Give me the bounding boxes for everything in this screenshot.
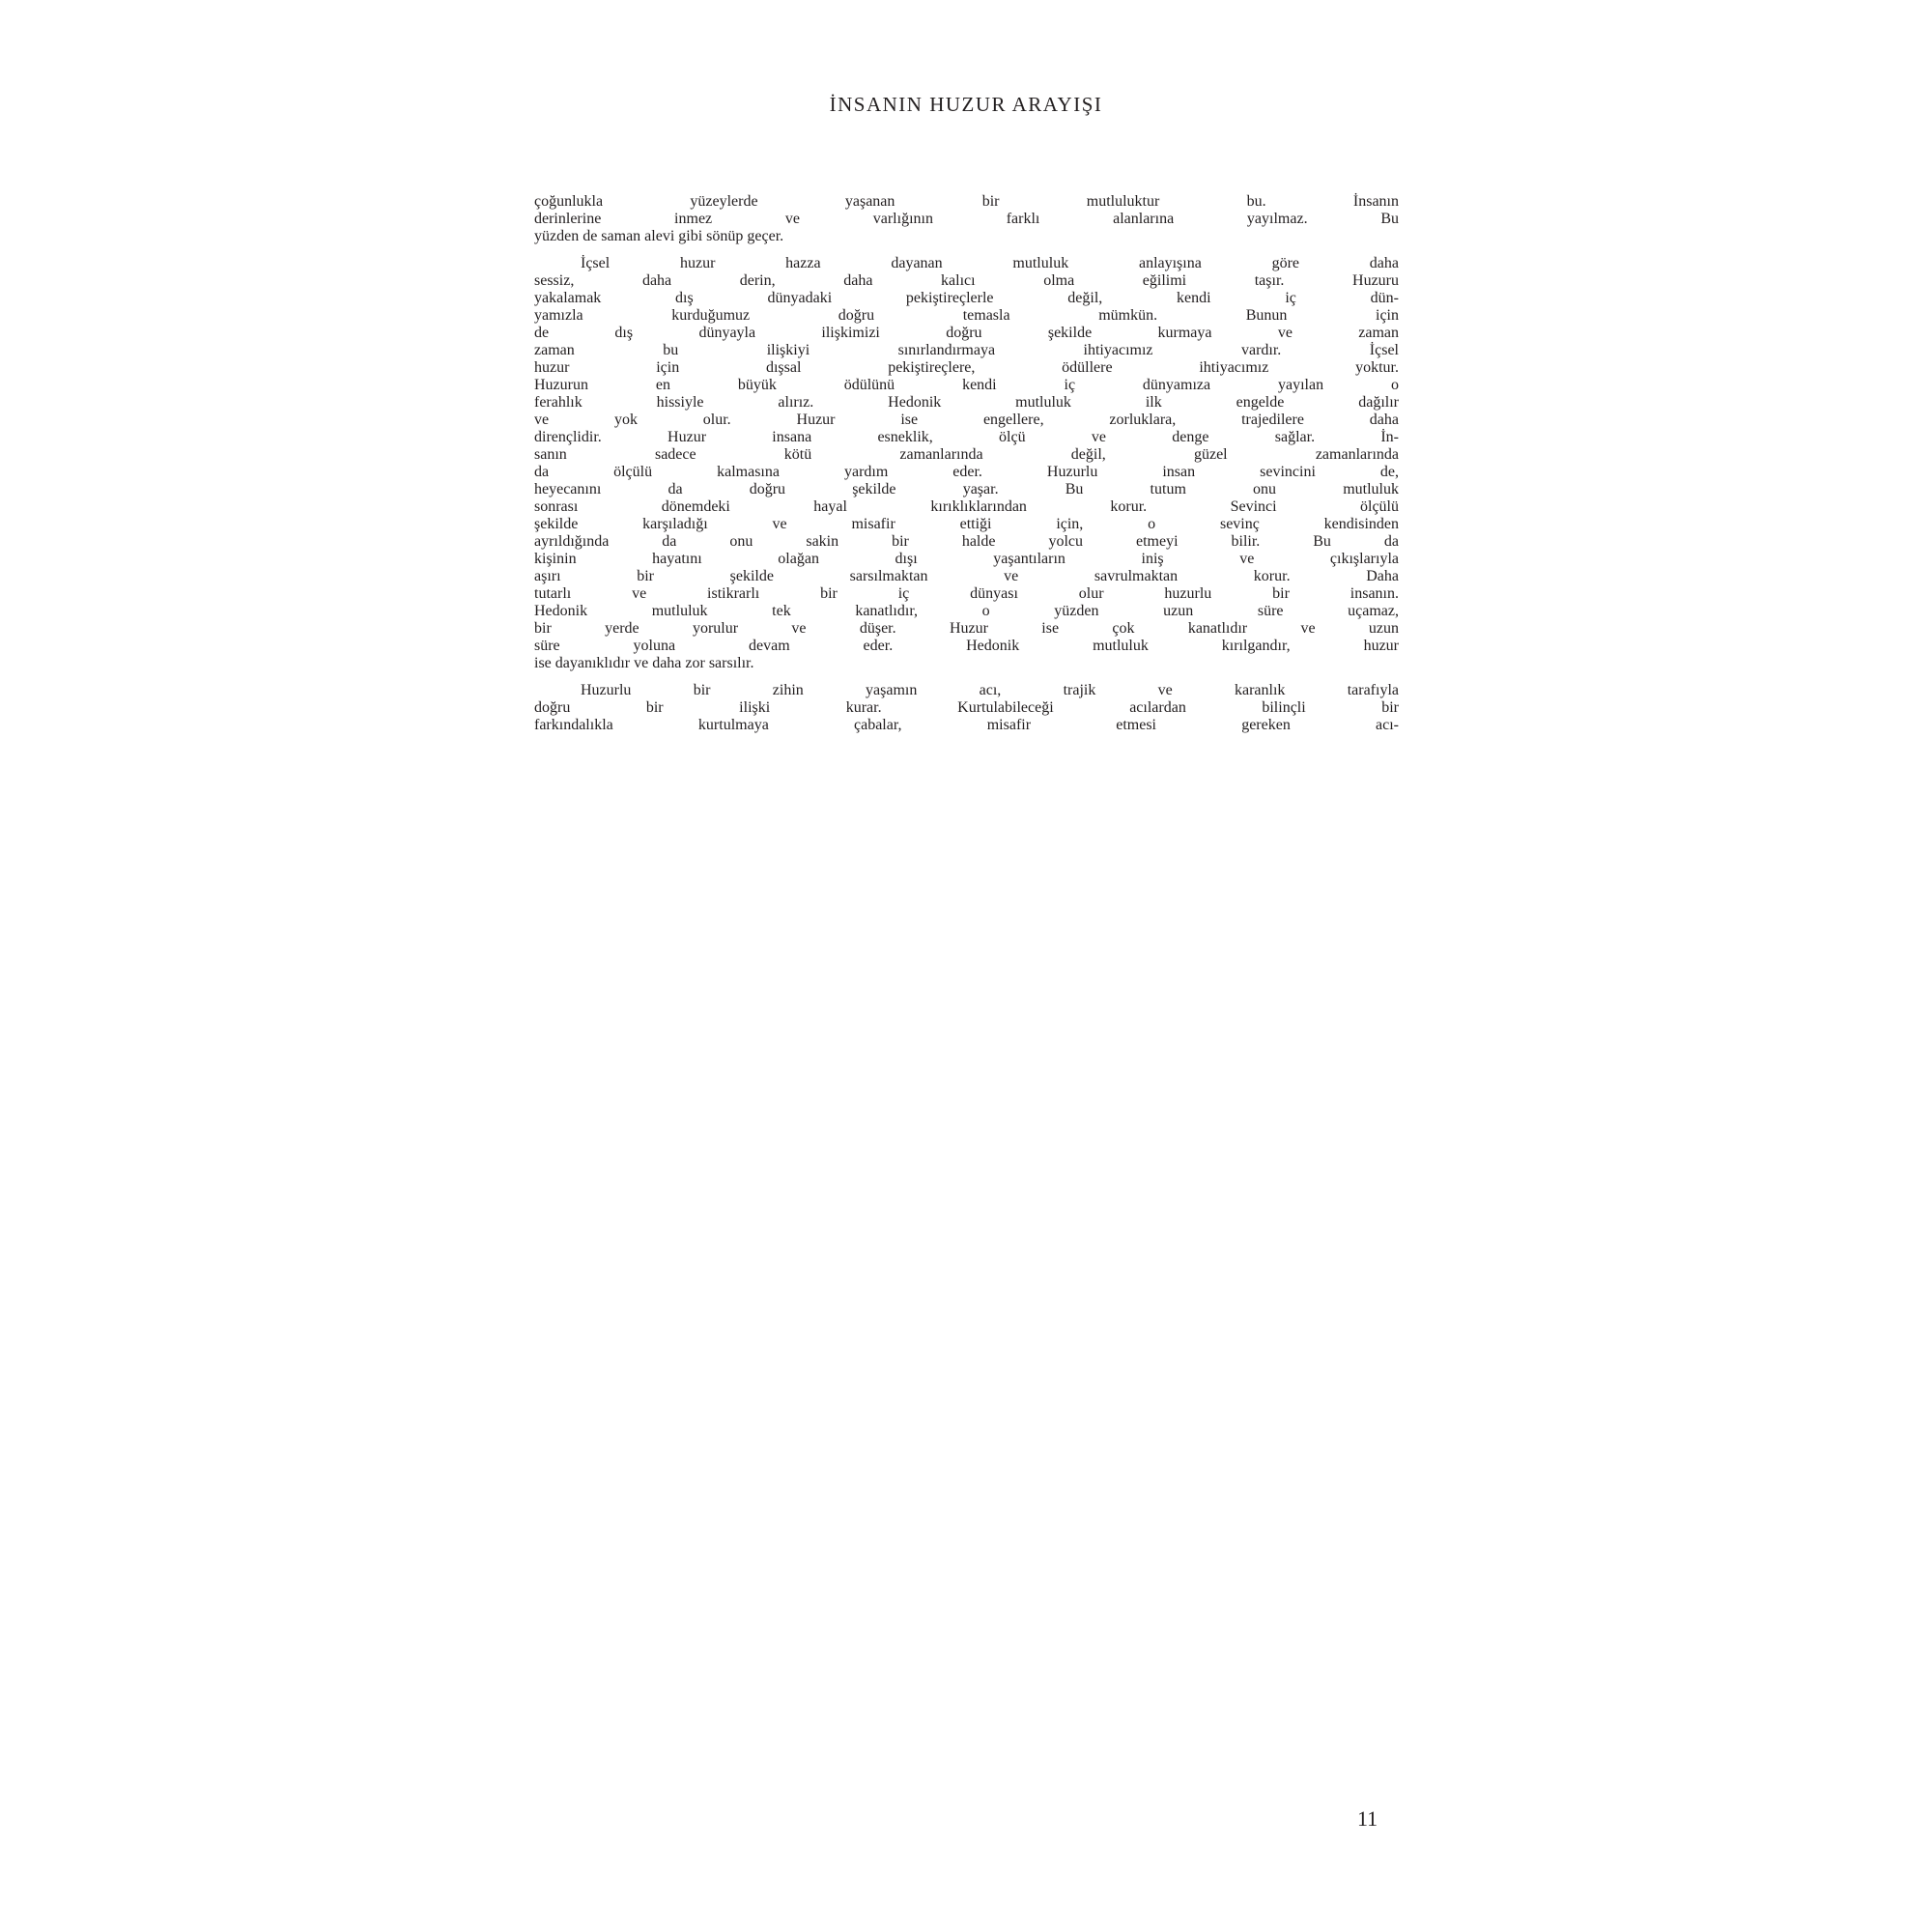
text-line: farkındalıkla kurtulmaya çabalar, misafir etmesi gereken acı- — [534, 717, 1399, 733]
paragraph-1 — [534, 193, 1399, 245]
paragraph-2 — [534, 255, 1399, 672]
text-line: yamızla kurduğumuz doğru temasla mümkün. Bunun için — [534, 307, 1399, 324]
running-header: İNSANIN HUZUR ARAYIŞI — [829, 93, 1103, 116]
text-line: Hedonik mutluluk tek kanatlıdır, o yüzden uzun süre uçamaz, — [534, 603, 1399, 619]
text-line: aşırı bir şekilde sarsılmaktan ve savrulmaktan korur. Daha — [534, 568, 1399, 584]
body-text — [534, 193, 1399, 734]
text-line: sanın sadece kötü zamanlarında değil, güzel zamanlarında — [534, 446, 1399, 463]
text-line: dirençlidir. Huzur insana esneklik, ölçü ve denge sağlar. İn- — [534, 429, 1399, 445]
text-line: bir yerde yorulur ve düşer. Huzur ise çok kanatlıdır ve uzun — [534, 620, 1399, 637]
text-line: İçsel huzur hazza dayanan mutluluk anlayışına göre daha — [581, 255, 1399, 271]
text-line: kişinin hayatını olağan dışı yaşantıların iniş ve çıkışlarıyla — [534, 551, 1399, 567]
text-line: yüzden de saman alevi gibi sönüp geçer. — [534, 228, 784, 244]
page-number: 11 — [1357, 1806, 1378, 1831]
text-line: sessiz, daha derin, daha kalıcı olma eğilimi taşır. Huzuru — [534, 272, 1399, 289]
text-line: süre yoluna devam eder. Hedonik mutluluk kırılgandır, huzur — [534, 638, 1399, 654]
text-line: heyecanını da doğru şekilde yaşar. Bu tutum onu mutluluk — [534, 481, 1399, 497]
text-line: Huzurlu bir zihin yaşamın acı, trajik ve karanlık tarafıyla — [581, 682, 1399, 698]
text-line: derinlerine inmez ve varlığının farklı alanlarına yayılmaz. Bu — [534, 211, 1399, 227]
text-line: ayrıldığında da onu sakin bir halde yolcu etmeyi bilir. Bu da — [534, 533, 1399, 550]
text-line: şekilde karşıladığı ve misafir ettiği için, o sevinç kendisinden — [534, 516, 1399, 532]
text-line: da ölçülü kalmasına yardım eder. Huzurlu insan sevincini de, — [534, 464, 1399, 480]
text-line: çoğunlukla yüzeylerde yaşanan bir mutluluktur bu. İnsanın — [534, 193, 1399, 210]
text-line: tutarlı ve istikrarlı bir iç dünyası olur huzurlu bir insanın. — [534, 585, 1399, 602]
text-line: huzur için dışsal pekiştireçlere, ödüllere ihtiyacımız yoktur. — [534, 359, 1399, 376]
text-line: ise dayanıklıdır ve daha zor sarsılır. — [534, 655, 754, 671]
text-line: yakalamak dış dünyadaki pekiştireçlerle değil, kendi iç dün- — [534, 290, 1399, 306]
text-line: de dış dünyayla ilişkimizi doğru şekilde kurmaya ve zaman — [534, 325, 1399, 341]
text-line: doğru bir ilişki kurar. Kurtulabileceği acılardan bilinçli bir — [534, 699, 1399, 716]
text-line: Huzurun en büyük ödülünü kendi iç dünyamıza yayılan o — [534, 377, 1399, 393]
text-line: ferahlık hissiyle alırız. Hedonik mutluluk ilk engelde dağılır — [534, 394, 1399, 411]
paragraph-3 — [534, 682, 1399, 734]
text-line: ve yok olur. Huzur ise engellere, zorluklara, trajedilere daha — [534, 412, 1399, 428]
text-line: sonrası dönemdeki hayal kırıklıklarından korur. Sevinci ölçülü — [534, 498, 1399, 515]
text-line: zaman bu ilişkiyi sınırlandırmaya ihtiyacımız vardır. İçsel — [534, 342, 1399, 358]
